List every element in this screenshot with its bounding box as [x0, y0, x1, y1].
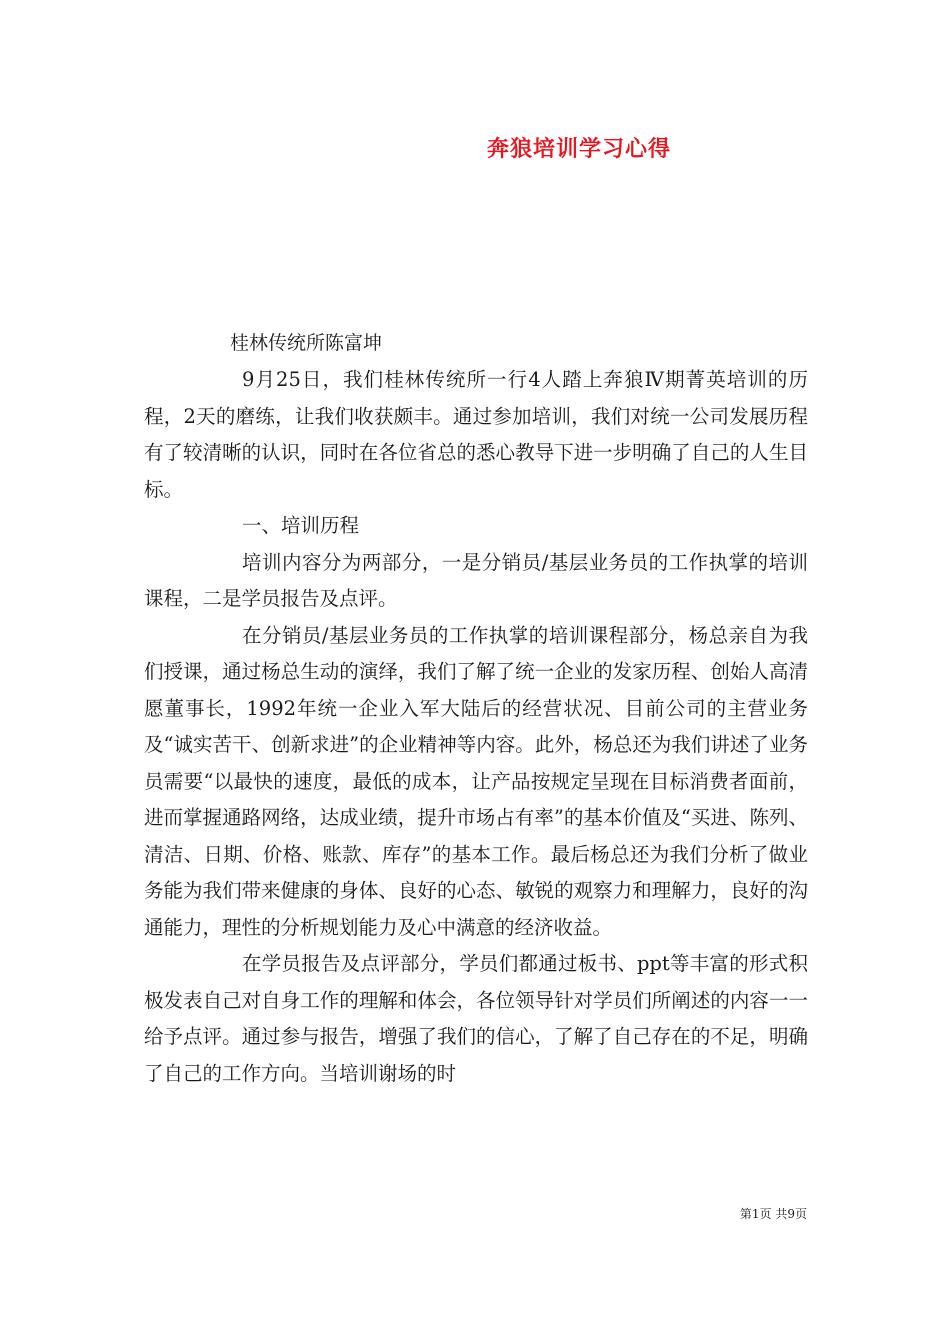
document-body — [144, 362, 808, 1092]
section-heading: 一、培训历程 — [242, 514, 360, 537]
paragraph-overview: 培训内容分为两部分，一是分销员/基层业务员的工作执掌的培训课程，二是学员报告及点评。 — [144, 550, 808, 610]
paragraph-report: 在学员报告及点评部分，学员们都通过板书、ppt等丰富的形式积极发表自己对自身工作的理解和体会，各位领导针对学员们所阐述的内容一一给予点评。通过参与报告，增强了我们的信心，了解了自己存在的不足，明确了自己的工作方向。当培训谢场的时 — [144, 952, 808, 1085]
page-title: 奔狼培训学习心得 — [487, 136, 672, 162]
paragraph-intro: 9月25日，我们桂林传统所一行4人踏上奔狼Ⅳ期菁英培训的历程，2天的磨练，让我们收获颇丰。通过参加培训，我们对统一公司发展历程有了较清晰的认识，同时在各位省总的悉心教导下进一步明确了自己的人生目标。 — [144, 368, 808, 501]
page-number: 第1页 共9页 — [739, 1207, 807, 1221]
paragraph-course: 在分销员/基层业务员的工作执掌的培训课程部分，杨总亲自为我们授课，通过杨总生动的演绎，我们了解了统一企业的发家历程、创始人高清愿董事长，1992年统一企业入军大陆后的经营状况、目前公司的主营业务及“诚实苦干、创新求进”的企业精神等内容。此外，杨总还为我们讲述了业务员需要“以最快的速度，最低的成本，让产品按规定呈现在目标消费者面前，进而掌握通路网络，达成业绩，提升市场占有率”的基本价值及“买进、陈列、清洁、日期、价格、账款、库存”的基本工作。最后杨总还为我们分析了做业务能为我们带来健康的身体、良好的心态、敏锐的观察力和理解力，良好的沟通能力，理性的分析规划能力及心中满意的经济收益。 — [144, 623, 808, 939]
author-line: 桂林传统所陈富坤 — [230, 332, 383, 354]
